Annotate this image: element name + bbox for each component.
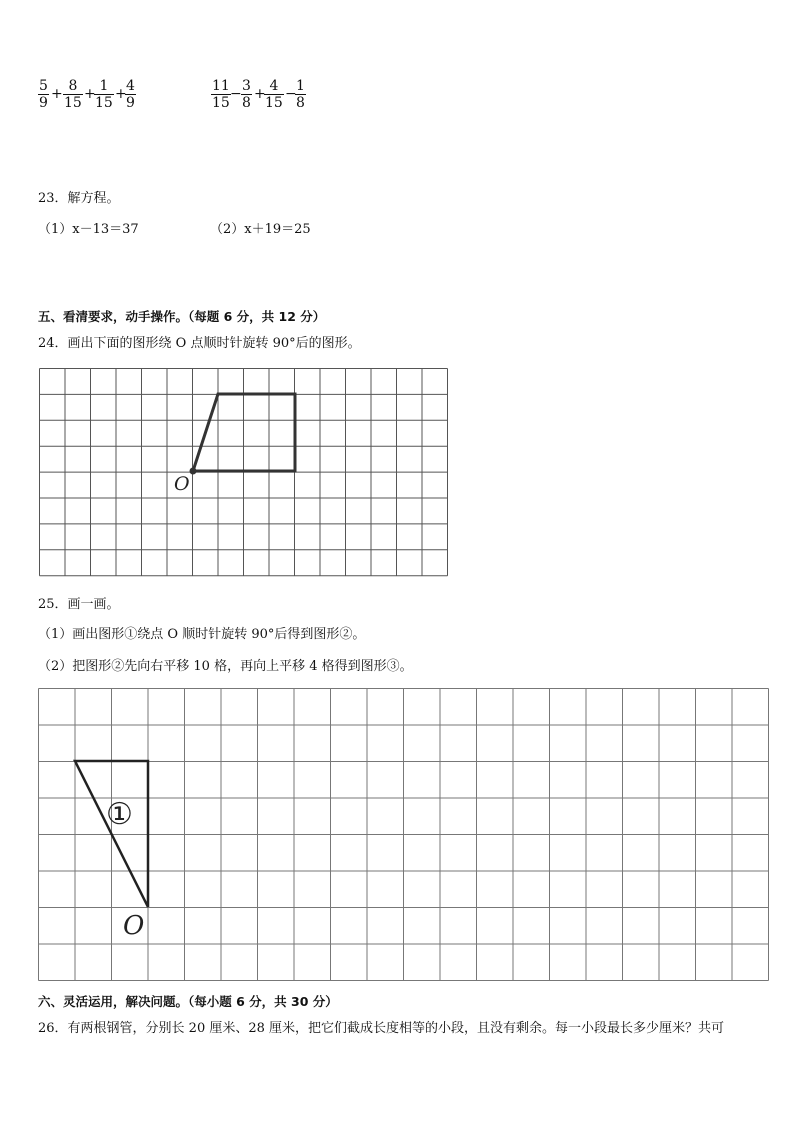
point-o-label: O (174, 473, 190, 495)
question-26-title: 26．有两根钢管，分别长 20 厘米、28 厘米，把它们截成长度相等的小段，且没有剩余。每一小段最长多少厘米？共可 (38, 1021, 725, 1036)
equation-2: （2）x＋19＝25 (210, 222, 311, 237)
question-25-item-1: （1）画出图形①绕点 O 顺时针旋转 90°后得到图形②。 (38, 627, 366, 642)
operator: − (230, 86, 242, 102)
fraction: $\frac{1}{15}$ (95, 78, 113, 111)
operator: − (285, 86, 297, 102)
triangle-label: ① (106, 797, 133, 832)
question-25-item-2: （2）把图形②先向右平移 10 格，再向上平移 4 格得到图形③。 (38, 659, 413, 674)
question-23-title: 23．解方程。 (38, 191, 120, 206)
operator: + (254, 86, 266, 102)
operator: + (84, 86, 96, 102)
operator: + (115, 86, 127, 102)
fraction: $\frac{11}{15}$ (212, 78, 230, 111)
fraction: $\frac{5}{9}$ (39, 78, 48, 111)
question-24-title: 24．画出下面的图形绕 O 点顺时针旋转 90°后的图形。 (38, 336, 361, 351)
equation-1: （1）x－13＝37 (38, 222, 139, 237)
fraction: $\frac{3}{8}$ (242, 78, 251, 111)
point-o-marker (190, 468, 197, 475)
section-5-heading: 五、看清要求，动手操作。（每题 6 分，共 12 分） (38, 309, 326, 324)
fraction: $\frac{4}{9}$ (126, 78, 135, 111)
operator: + (51, 86, 63, 102)
section-6-heading: 六、灵活运用，解决问题。（每小题 6 分，共 30 分） (38, 994, 338, 1009)
point-o-label-25: O (123, 911, 145, 941)
fraction: $\frac{4}{15}$ (265, 78, 283, 111)
fraction: $\frac{8}{15}$ (64, 78, 82, 111)
fraction: $\frac{1}{8}$ (296, 78, 305, 111)
question-25-title: 25．画一画。 (38, 597, 120, 612)
